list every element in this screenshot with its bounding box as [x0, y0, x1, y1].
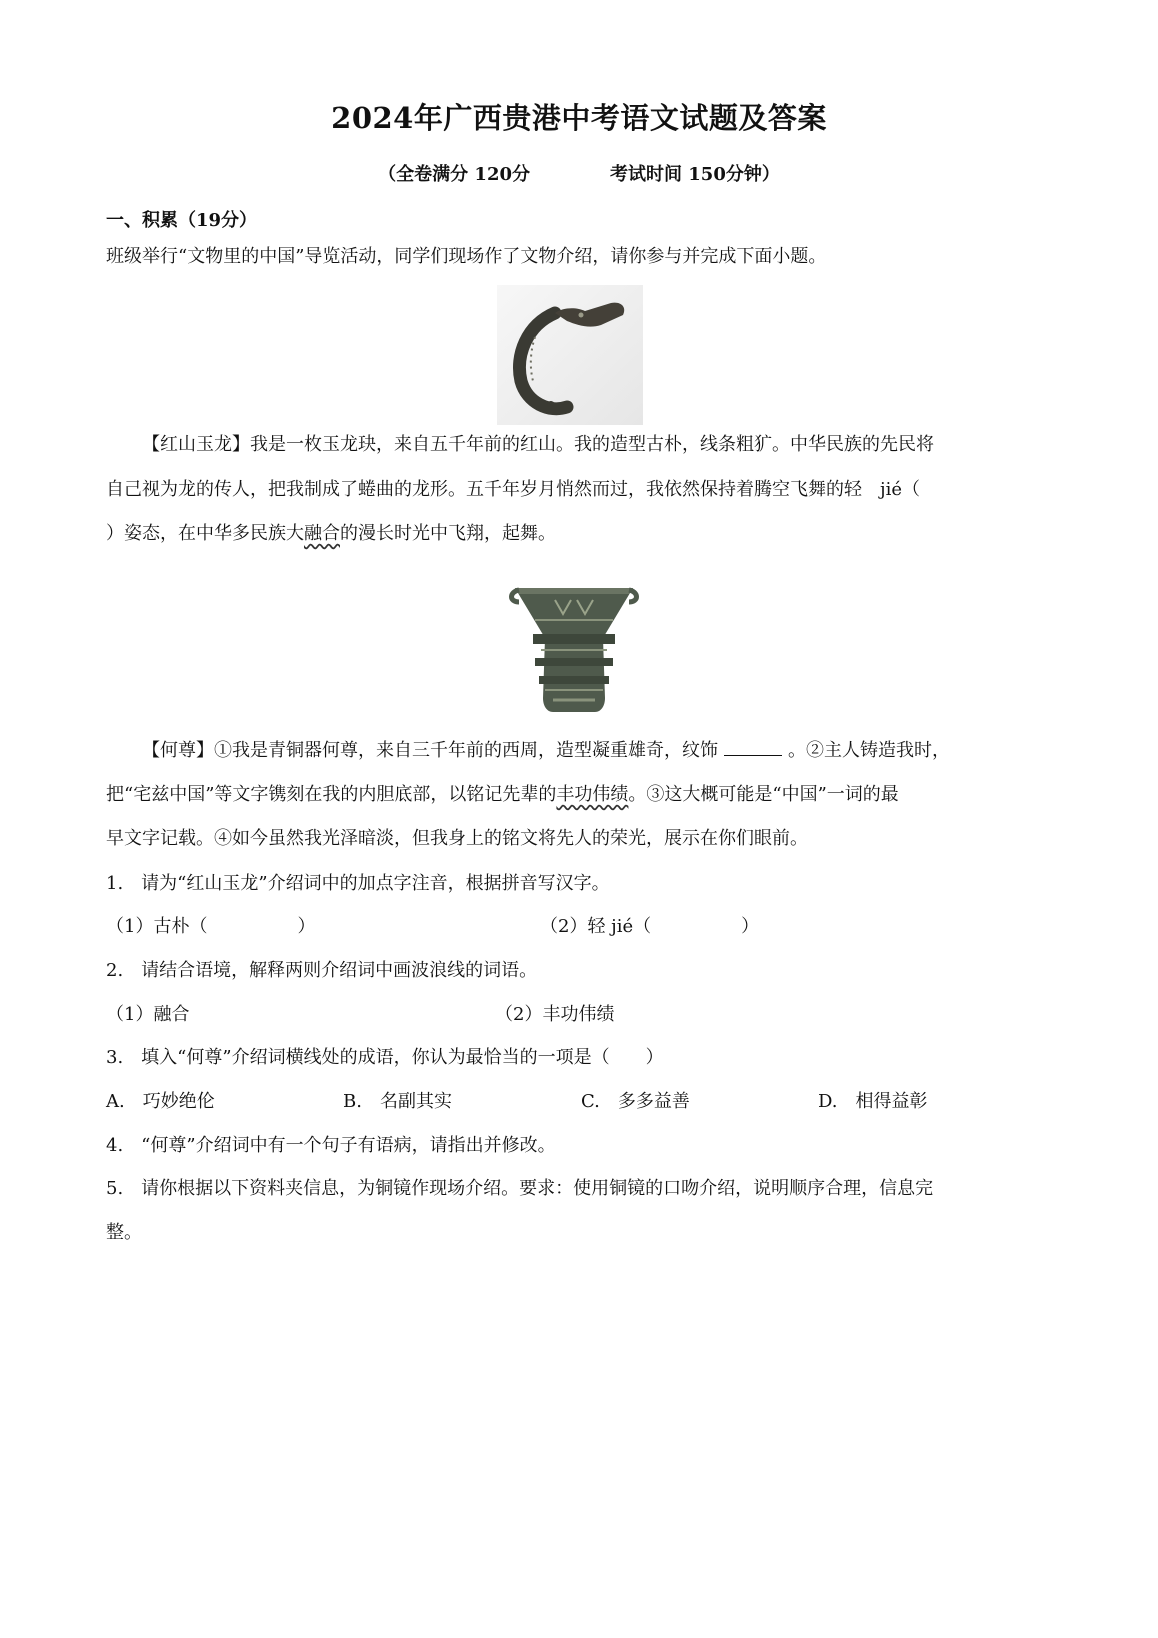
wavy-word-fenggongweiji: 丰功伟绩 [556, 784, 629, 805]
hongshan-line-3 [106, 519, 556, 545]
q3-option-c: C. 多多益善 [581, 1091, 690, 1112]
question-2: 2. 请结合语境，解释两则介绍词中画波浪线的词语。 [106, 960, 538, 981]
hezun-line-3: 早文字记载。④如今虽然我光泽暗淡，但我身上的铭文将先人的荣光，展示在你们眼前。 [106, 828, 808, 849]
hezun-text-c: 把“宅兹中国”等文字镌刻在我的内胆底部，以铭记先辈的 [106, 784, 557, 805]
question-3: 3. 填入“何尊”介绍词横线处的成语，你认为最恰当的一项是（ ） [106, 1047, 664, 1068]
hongshan-text-b: 的漫长时光中飞翔，起舞。 [340, 523, 556, 544]
page-title: 2024年广西贵港中考语文试题及答案 [331, 101, 827, 135]
hezun-line-1 [142, 736, 950, 762]
q2-part-1: （1）融合 [106, 1004, 190, 1025]
question-4: 4. “何尊”介绍词中有一个句子有语病，请指出并修改。 [106, 1135, 556, 1156]
exam-time: 考试时间 150分钟） [610, 164, 780, 185]
hezun-text-d: 。③这大概可能是“中国”一词的最 [628, 784, 899, 805]
hongshan-line-1: 【红山玉龙】我是一枚玉龙玦，来自五千年前的红山。我的造型古朴，线条粗犷。中华民族的先民将 [142, 434, 934, 455]
q1-part-2: （2）轻 jié（ ） [540, 916, 760, 937]
he-zun-vessel-image [505, 580, 643, 720]
hezun-text-a: 【何尊】①我是青铜器何尊，来自三千年前的西周，造型凝重雄奇，纹饰 [142, 740, 718, 761]
question-5-line-2: 整。 [106, 1222, 142, 1243]
section-heading: 一、积累（19分） [106, 210, 258, 231]
total-score: （全卷满分 120分 [378, 164, 530, 185]
intro-text: 班级举行“文物里的中国”导览活动，同学们现场作了文物介绍，请你参与并完成下面小题。 [106, 246, 827, 267]
q2-part-2: （2）丰功伟绩 [495, 1004, 615, 1025]
hongshan-line-2: 自己视为龙的传人，把我制成了蜷曲的龙形。五千年岁月悄然而过，我依然保持着腾空飞舞的轻 jié（ [106, 479, 920, 500]
q3-option-b: B. 名副其实 [343, 1091, 452, 1112]
q1-part-1: （1）古朴（ ） [106, 916, 316, 937]
jade-dragon-image [497, 285, 643, 425]
question-5-line-1: 5. 请你根据以下资料夹信息，为铜镜作现场介绍。要求：使用铜镜的口吻介绍，说明顺序合理，信息完 [106, 1178, 934, 1199]
hongshan-text-a: ）姿态，在中华多民族大 [106, 523, 304, 544]
q3-option-a: A. 巧妙绝伦 [106, 1091, 215, 1112]
hezun-line-2 [106, 780, 899, 806]
question-1: 1. 请为“红山玉龙”介绍词中的加点字注音，根据拼音写汉字。 [106, 873, 610, 894]
q3-option-d: D. 相得益彰 [818, 1091, 928, 1112]
hezun-text-b: 。②主人铸造我时， [788, 740, 950, 761]
wavy-word-ronghe: 融合 [304, 523, 340, 544]
fill-in-blank [724, 739, 782, 756]
exam-info [0, 160, 1158, 186]
